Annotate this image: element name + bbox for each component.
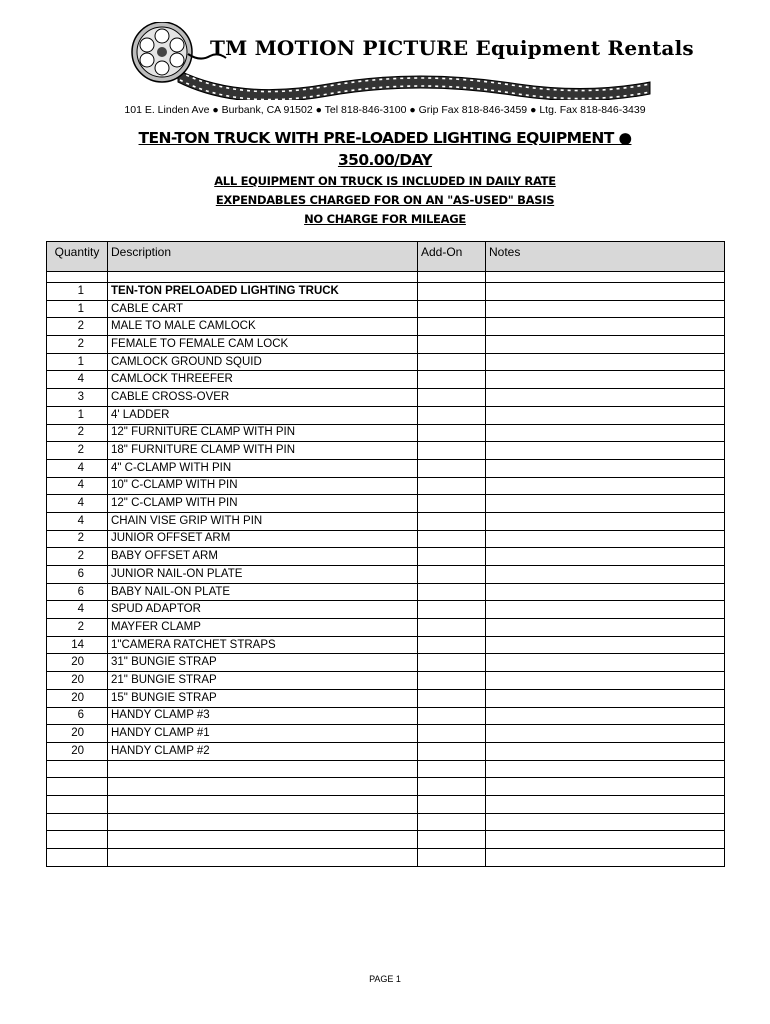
notes-cell — [486, 795, 725, 813]
description-cell — [108, 778, 418, 796]
description-cell: TEN-TON PRELOADED LIGHTING TRUCK — [108, 283, 418, 301]
add-on-cell — [418, 300, 486, 318]
notes-cell — [486, 371, 725, 389]
description-cell: HANDY CLAMP #2 — [108, 742, 418, 760]
add-on-cell — [418, 778, 486, 796]
add-on-cell — [418, 530, 486, 548]
quantity-cell: 6 — [47, 707, 108, 725]
description-cell: FEMALE TO FEMALE CAM LOCK — [108, 336, 418, 354]
add-on-cell — [418, 583, 486, 601]
quantity-cell — [47, 849, 108, 867]
table-row — [47, 548, 725, 566]
notes-cell — [486, 300, 725, 318]
description-cell: 31" BUNGIE STRAP — [108, 654, 418, 672]
table-row — [47, 353, 725, 371]
rate-note-2: EXPENDABLES CHARGED FOR ON AN "AS-USED" BASIS — [215, 193, 555, 207]
add-on-cell — [418, 601, 486, 619]
notes-cell — [486, 566, 725, 584]
quantity-cell: 1 — [47, 300, 108, 318]
column-header-description: Description — [108, 242, 418, 272]
description-cell: 4' LADDER — [108, 406, 418, 424]
notes-cell — [486, 619, 725, 637]
quantity-cell: 20 — [47, 654, 108, 672]
add-on-cell — [418, 636, 486, 654]
add-on-cell — [418, 813, 486, 831]
add-on-cell — [418, 566, 486, 584]
description-cell: CABLE CROSS-OVER — [108, 389, 418, 407]
description-cell: 15" BUNGIE STRAP — [108, 689, 418, 707]
description-cell: 10" C-CLAMP WITH PIN — [108, 477, 418, 495]
table-row — [47, 389, 725, 407]
notes-cell — [486, 318, 725, 336]
column-header-notes: Notes — [486, 242, 725, 272]
add-on-cell — [418, 548, 486, 566]
description-cell: 12" C-CLAMP WITH PIN — [108, 495, 418, 513]
table-row — [47, 495, 725, 513]
description-cell: CAMLOCK THREEFER — [108, 371, 418, 389]
description-cell: JUNIOR NAIL-ON PLATE — [108, 566, 418, 584]
equipment-table — [46, 241, 725, 867]
table-row — [47, 424, 725, 442]
address-line: 101 E. Linden Ave ● Burbank, CA 91502 ● Tel 818-846-3100 ● Grip Fax 818-846-3459 ● Ltg. Fax 818-846-3439 — [124, 104, 646, 116]
quantity-cell — [47, 778, 108, 796]
quantity-cell: 14 — [47, 636, 108, 654]
notes-cell — [486, 707, 725, 725]
rate-note-3: NO CHARGE FOR MILEAGE — [304, 212, 466, 226]
description-cell: 18" FURNITURE CLAMP WITH PIN — [108, 442, 418, 460]
description-cell — [108, 795, 418, 813]
page-number: PAGE 1 — [369, 974, 401, 984]
description-cell: 4" C-CLAMP WITH PIN — [108, 459, 418, 477]
notes-cell — [486, 831, 725, 849]
description-cell: MALE TO MALE CAMLOCK — [108, 318, 418, 336]
quantity-cell: 6 — [47, 583, 108, 601]
description-cell: SPUD ADAPTOR — [108, 601, 418, 619]
quantity-cell: 4 — [47, 371, 108, 389]
quantity-cell: 6 — [47, 566, 108, 584]
table-row — [47, 725, 725, 743]
quantity-cell: 2 — [47, 548, 108, 566]
quantity-cell: 4 — [47, 459, 108, 477]
quantity-cell — [47, 831, 108, 849]
quantity-cell: 2 — [47, 336, 108, 354]
rate-note-1: ALL EQUIPMENT ON TRUCK IS INCLUDED IN DAILY RATE — [214, 174, 556, 188]
notes-cell — [486, 742, 725, 760]
quantity-cell: 4 — [47, 601, 108, 619]
quantity-cell: 2 — [47, 442, 108, 460]
description-cell: HANDY CLAMP #3 — [108, 707, 418, 725]
add-on-cell — [418, 831, 486, 849]
table-row — [47, 672, 725, 690]
quantity-cell: 2 — [47, 318, 108, 336]
notes-cell — [486, 672, 725, 690]
add-on-cell — [418, 459, 486, 477]
description-cell — [108, 831, 418, 849]
quantity-cell: 1 — [47, 353, 108, 371]
notes-cell — [486, 813, 725, 831]
quantity-cell: 1 — [47, 406, 108, 424]
table-row — [47, 406, 725, 424]
add-on-cell — [418, 495, 486, 513]
description-cell — [108, 813, 418, 831]
quantity-cell: 2 — [47, 619, 108, 637]
description-cell: 12" FURNITURE CLAMP WITH PIN — [108, 424, 418, 442]
table-row — [47, 477, 725, 495]
quantity-cell: 20 — [47, 742, 108, 760]
notes-cell — [486, 636, 725, 654]
add-on-cell — [418, 442, 486, 460]
add-on-cell — [418, 424, 486, 442]
page-title: TEN-TON TRUCK WITH PRE-LOADED LIGHTING EQUIPMENT ● — [138, 129, 632, 147]
table-row — [47, 283, 725, 301]
description-cell: BABY OFFSET ARM — [108, 548, 418, 566]
description-cell: 21" BUNGIE STRAP — [108, 672, 418, 690]
quantity-cell: 4 — [47, 477, 108, 495]
table-row — [47, 619, 725, 637]
notes-cell — [486, 725, 725, 743]
notes-cell — [486, 389, 725, 407]
notes-cell — [486, 495, 725, 513]
description-cell: 1"CAMERA RATCHET STRAPS — [108, 636, 418, 654]
table-row — [47, 530, 725, 548]
table-row — [47, 336, 725, 354]
table-header-row — [47, 242, 725, 272]
table-row — [47, 778, 725, 796]
add-on-cell — [418, 849, 486, 867]
add-on-cell — [418, 477, 486, 495]
notes-cell — [486, 424, 725, 442]
table-row — [47, 636, 725, 654]
quantity-cell: 20 — [47, 672, 108, 690]
quantity-cell: 20 — [47, 689, 108, 707]
notes-cell — [486, 336, 725, 354]
notes-cell — [486, 283, 725, 301]
table-row — [47, 831, 725, 849]
notes-cell — [486, 442, 725, 460]
table-row — [47, 601, 725, 619]
description-cell: JUNIOR OFFSET ARM — [108, 530, 418, 548]
quantity-cell: 4 — [47, 512, 108, 530]
notes-cell — [486, 353, 725, 371]
add-on-cell — [418, 406, 486, 424]
table-row — [47, 583, 725, 601]
notes-cell — [486, 477, 725, 495]
add-on-cell — [418, 672, 486, 690]
add-on-cell — [418, 742, 486, 760]
notes-cell — [486, 530, 725, 548]
notes-cell — [486, 760, 725, 778]
notes-cell — [486, 406, 725, 424]
table-row — [47, 442, 725, 460]
description-cell: HANDY CLAMP #1 — [108, 725, 418, 743]
table-row — [47, 707, 725, 725]
notes-cell — [486, 654, 725, 672]
add-on-cell — [418, 760, 486, 778]
add-on-cell — [418, 512, 486, 530]
add-on-cell — [418, 619, 486, 637]
add-on-cell — [418, 795, 486, 813]
quantity-cell: 4 — [47, 495, 108, 513]
add-on-cell — [418, 371, 486, 389]
table-row — [47, 689, 725, 707]
description-cell: BABY NAIL-ON PLATE — [108, 583, 418, 601]
description-cell — [108, 849, 418, 867]
notes-cell — [486, 778, 725, 796]
quantity-cell: 2 — [47, 424, 108, 442]
notes-cell — [486, 849, 725, 867]
notes-cell — [486, 689, 725, 707]
column-header-quantity: Quantity — [47, 242, 108, 272]
notes-cell — [486, 601, 725, 619]
notes-cell — [486, 583, 725, 601]
add-on-cell — [418, 654, 486, 672]
notes-cell — [486, 512, 725, 530]
notes-cell — [486, 459, 725, 477]
quantity-cell — [47, 813, 108, 831]
table-row — [47, 795, 725, 813]
table-row — [47, 512, 725, 530]
add-on-cell — [418, 353, 486, 371]
table-row — [47, 371, 725, 389]
quantity-cell: 2 — [47, 530, 108, 548]
table-row — [47, 654, 725, 672]
table-row — [47, 459, 725, 477]
add-on-cell — [418, 707, 486, 725]
add-on-cell — [418, 389, 486, 407]
film-reel-logo — [118, 22, 654, 100]
description-cell — [108, 760, 418, 778]
description-cell: CHAIN VISE GRIP WITH PIN — [108, 512, 418, 530]
quantity-cell: 1 — [47, 283, 108, 301]
add-on-cell — [418, 283, 486, 301]
table-spacer-row — [47, 272, 725, 283]
description-cell: MAYFER CLAMP — [108, 619, 418, 637]
quantity-cell — [47, 760, 108, 778]
quantity-cell — [47, 795, 108, 813]
table-row — [47, 760, 725, 778]
description-cell: CABLE CART — [108, 300, 418, 318]
table-row — [47, 813, 725, 831]
table-row — [47, 300, 725, 318]
quantity-cell: 20 — [47, 725, 108, 743]
table-row — [47, 318, 725, 336]
add-on-cell — [418, 689, 486, 707]
table-row — [47, 566, 725, 584]
table-row — [47, 742, 725, 760]
company-name: TM MOTION PICTURE Equipment Rentals — [210, 36, 694, 60]
add-on-cell — [418, 318, 486, 336]
description-cell: CAMLOCK GROUND SQUID — [108, 353, 418, 371]
quantity-cell: 3 — [47, 389, 108, 407]
column-header-add-on: Add-On — [418, 242, 486, 272]
daily-rate: 350.00/DAY — [337, 151, 433, 169]
table-row — [47, 849, 725, 867]
add-on-cell — [418, 725, 486, 743]
add-on-cell — [418, 336, 486, 354]
notes-cell — [486, 548, 725, 566]
